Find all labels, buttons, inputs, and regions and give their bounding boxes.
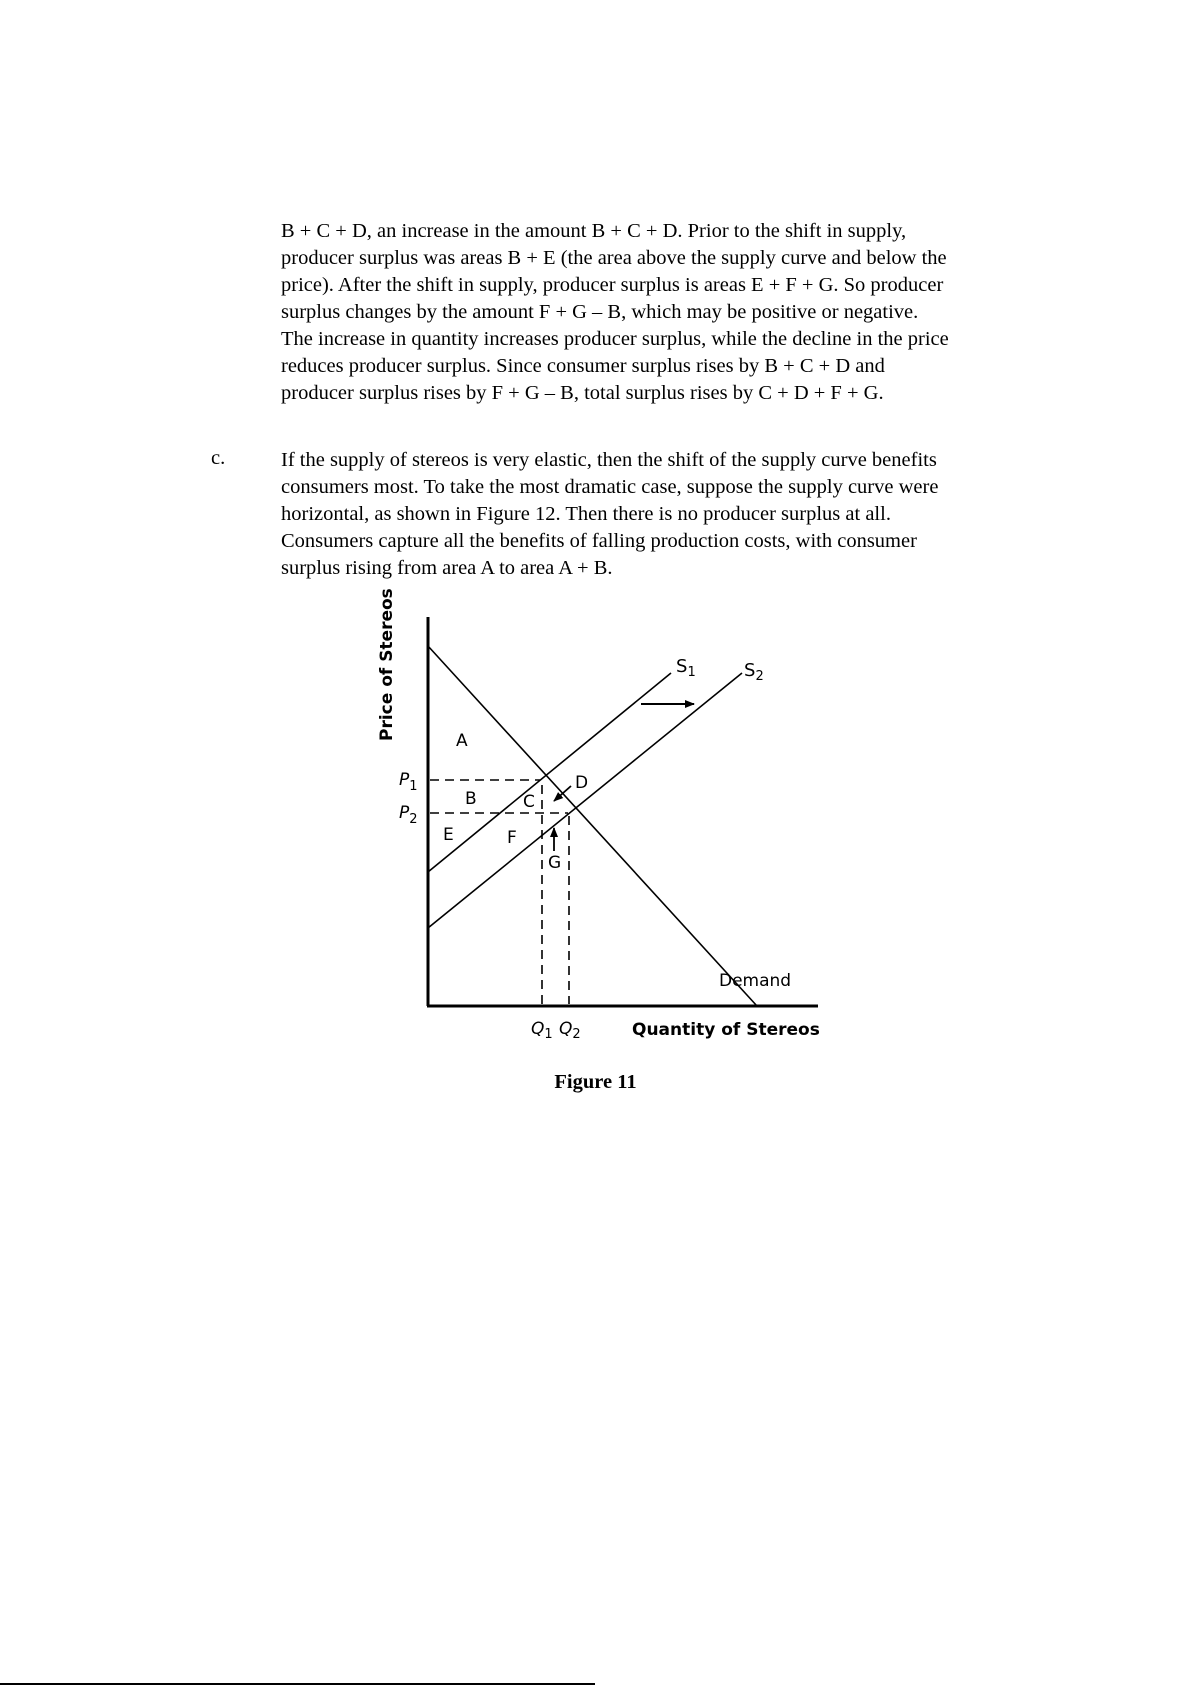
text-line: horizontal, as shown in Figure 12. Then there is no producer surplus at all. (281, 503, 891, 525)
x-axis-label: Quantity of Stereos (632, 1020, 820, 1040)
area-a-label: A (456, 731, 468, 751)
text-line: surplus rising from area A to area A + B. (281, 557, 613, 579)
area-g-label: G (548, 853, 562, 873)
list-marker-c: c. (211, 447, 226, 469)
area-c-label: C (523, 792, 535, 812)
text-line: consumers most. To take the most dramatic case, suppose the supply curve were (281, 476, 939, 498)
text-line: The increase in quantity increases producer surplus, while the decline in the price (281, 328, 949, 350)
area-b-label: B (465, 789, 477, 809)
p1-label: $P_1$ (399, 770, 418, 794)
text-line: price). After the shift in supply, producer surplus is areas E + F + G. So producer (281, 274, 944, 296)
text-line: producer surplus rises by F + G – B, total surplus rises by C + D + F + G. (281, 382, 884, 404)
figure-caption: Figure 11 (554, 1071, 637, 1093)
area-f-label: F (507, 828, 517, 848)
q1-label: $Q_1$ (531, 1019, 553, 1042)
text-line: If the supply of stereos is very elastic, then the shift of the supply curve benefits (281, 449, 937, 471)
text-line: B + C + D, an increase in the amount B + C + D. Prior to the shift in supply, (281, 220, 907, 242)
text-line: reduces producer surplus. Since consumer surplus rises by B + C + D and (281, 355, 885, 377)
text-line: surplus changes by the amount F + G – B, which may be positive or negative. (281, 301, 919, 323)
q2-label: $Q_2$ (559, 1019, 581, 1042)
s2-label: $S_2$ (744, 660, 764, 684)
demand-label: Demand (719, 971, 792, 991)
text-line: Consumers capture all the benefits of falling production costs, with consumer (281, 530, 917, 552)
p2-label: $P_2$ (399, 803, 418, 827)
area-d-label: D (575, 773, 589, 793)
text-line: producer surplus was areas B + E (the area above the supply curve and below the (281, 247, 947, 269)
supply-curve-s1 (428, 673, 671, 872)
y-axis-label: Price of Stereos (377, 588, 397, 741)
s1-label: $S_1$ (676, 656, 696, 680)
area-e-label: E (443, 825, 454, 845)
